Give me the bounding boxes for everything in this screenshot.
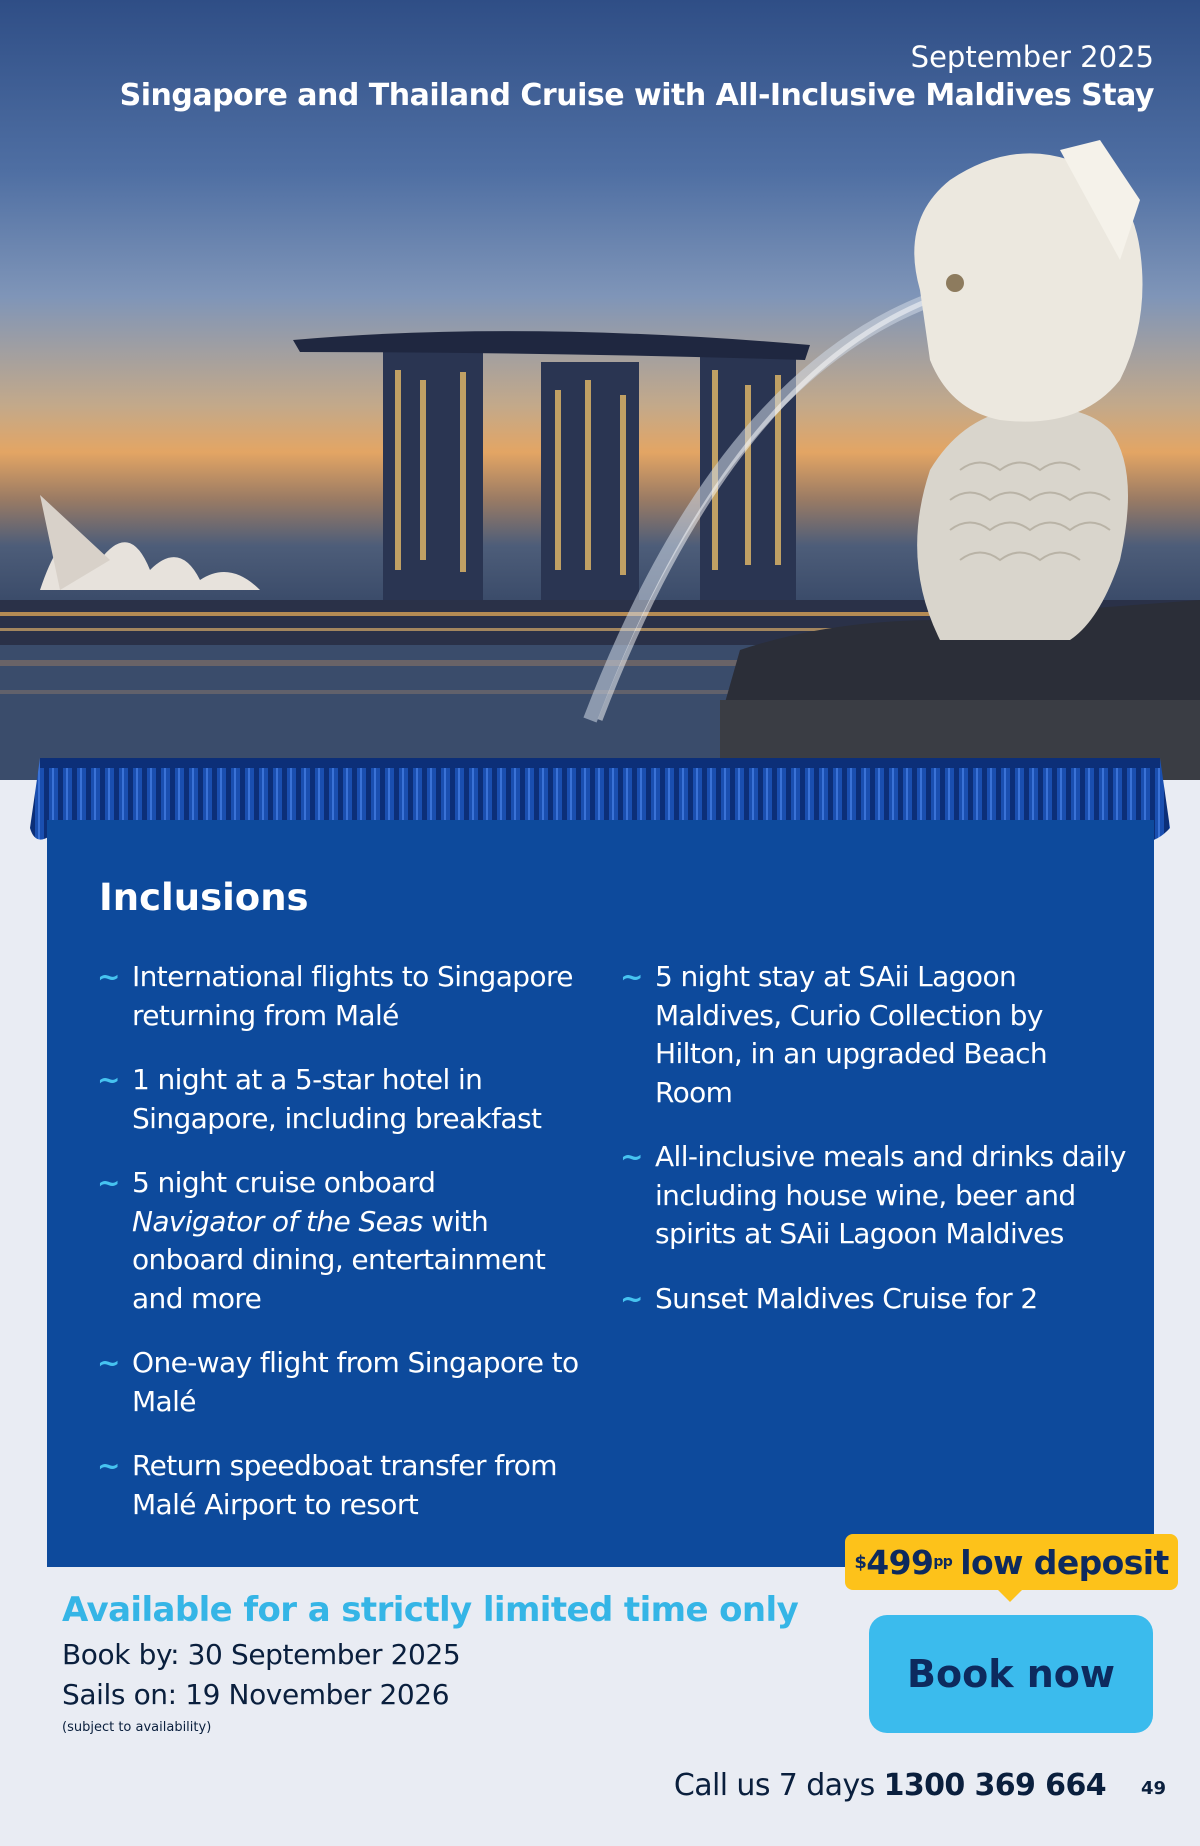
deposit-amount: 499 xyxy=(866,1542,934,1582)
page-number: 49 xyxy=(1140,1778,1166,1799)
inclusion-item: ~ Return speedboat transfer from Malé Airport to resort xyxy=(97,1449,557,1521)
inclusion-item: ~ All-inclusive meals and drinks daily including house wine, beer and spirits at SAii Lagoon Maldives xyxy=(620,1140,1126,1250)
call-us-text: Call us 7 days xyxy=(673,1768,884,1803)
book-by-date: Book by: 30 September 2025 xyxy=(62,1638,461,1671)
availability-note: (subject to availability) xyxy=(62,1720,212,1735)
inclusion-item: ~ 5 night cruise onboard Navigator of the Seas with onboard dining, entertainment and more xyxy=(97,1166,546,1315)
inclusion-item: ~ 5 night stay at SAii Lagoon Maldives, Curio Collection by Hilton, in an upgraded Beach Room xyxy=(620,960,1048,1109)
issue-date: September 2025 xyxy=(910,40,1154,74)
phone-number[interactable]: 1300 369 664 xyxy=(883,1768,1106,1803)
page-title: Singapore and Thailand Cruise with All-Inclusive Maldives Stay xyxy=(119,78,1154,113)
book-now-button[interactable]: Book now xyxy=(869,1615,1153,1733)
inclusion-item: ~ Sunset Maldives Cruise for 2 xyxy=(620,1280,1130,1319)
inclusion-item: ~ One-way flight from Singapore to Malé xyxy=(97,1346,579,1418)
deposit-unit: pp xyxy=(933,1554,953,1570)
inclusions-right-column xyxy=(620,958,1130,1344)
tilde-bullet-icon: ~ xyxy=(97,1166,120,1199)
hero-image xyxy=(0,0,1200,780)
tilde-bullet-icon: ~ xyxy=(97,1063,120,1096)
inclusions-panel xyxy=(47,820,1154,1567)
ship-name: Navigator of the Seas xyxy=(132,1204,423,1238)
skyline-illustration xyxy=(0,0,1200,780)
tilde-bullet-icon: ~ xyxy=(620,960,643,993)
deposit-label: low deposit xyxy=(960,1542,1169,1582)
inclusion-item: ~ 1 night at a 5-star hotel in Singapore, including breakfast xyxy=(97,1063,542,1135)
inclusion-item: ~ International flights to Singapore returning from Malé xyxy=(97,960,573,1032)
deposit-currency: $ xyxy=(854,1551,867,1573)
tilde-bullet-icon: ~ xyxy=(97,1346,120,1379)
deposit-badge xyxy=(845,1534,1178,1590)
inclusions-heading: Inclusions xyxy=(99,876,309,919)
tilde-bullet-icon: ~ xyxy=(620,1140,643,1173)
inclusions-left-column xyxy=(97,958,597,1550)
sails-on-date: Sails on: 19 November 2026 xyxy=(62,1678,450,1711)
tilde-bullet-icon: ~ xyxy=(620,1281,643,1315)
limited-time-banner: Available for a strictly limited time only xyxy=(62,1590,799,1630)
call-us-line xyxy=(674,1768,1106,1803)
deposit-pointer-icon xyxy=(996,1588,1024,1602)
tilde-bullet-icon: ~ xyxy=(97,1449,120,1482)
tilde-bullet-icon: ~ xyxy=(97,960,120,993)
